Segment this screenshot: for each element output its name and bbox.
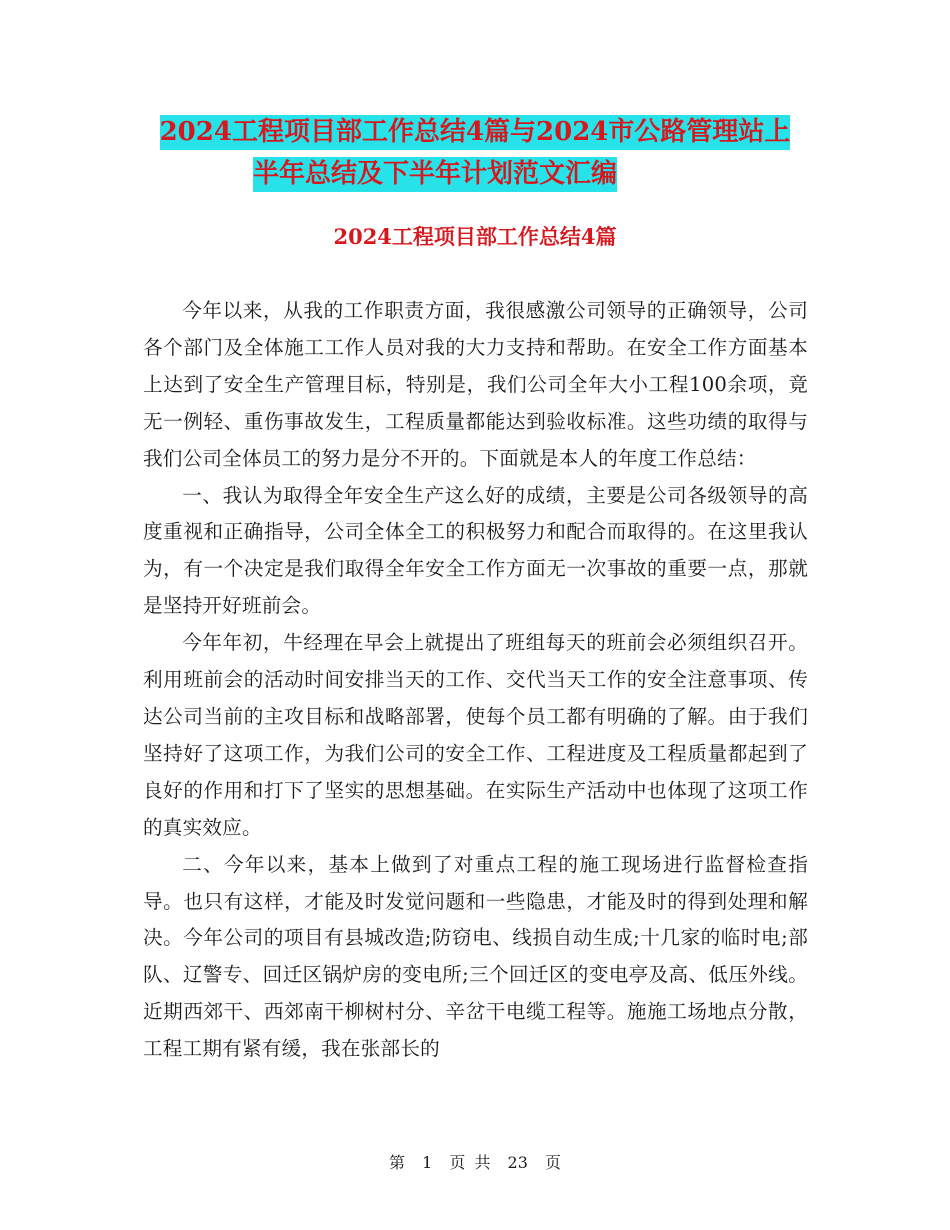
document-title-line-2	[0, 156, 910, 192]
section-title: 2024工程项目部工作总结4篇	[333, 224, 617, 249]
footer-total-pages: 23	[507, 1153, 528, 1172]
paragraph-2: 一、我认为取得全年安全生产这么好的成绩，主要是公司各级领导的高度重视和正确指导，公司全体全工的积极努力和配合而取得的。在这里我认为，有一个决定是我们取得全年安全工作方面无一次事故的重要一点，那就是坚持开好班前会。	[143, 483, 808, 618]
title-highlight-1: 2024工程项目部工作总结4篇与2024市公路管理站上	[160, 115, 791, 150]
footer-page-number: 1	[422, 1153, 433, 1172]
paragraph-4: 二、今年以来，基本上做到了对重点工程的施工现场进行监督检查指导。也只有这样，才能及时发觉问题和一些隐患，才能及时的得到处理和解决。今年公司的项目有县城改造;防窃电、线损自动生成;十几家的临时电;部队、辽警专、回迁区锅炉房的变电所;三个回迁区的变电亭及高、低压外线。近期西郊干、西郊南干柳树村分、辛岔干电缆工程等。施施工场地点分散，工程工期有紧有缓，我在张部长的	[143, 852, 808, 1061]
body-text	[143, 293, 808, 1068]
paragraph-3: 今年年初，牛经理在早会上就提出了班组每天的班前会必须组织召开。利用班前会的活动时间安排当天的工作、交代当天工作的安全注意事项、传达公司当前的主攻目标和战略部署，使每个员工都有明确的了解。由于我们坚持好了这项工作，为我们公司的安全工作、工程进度及工程质量都起到了良好的作用和打下了坚实的思想基础。在实际生产活动中也体现了这项工作的真实效应。	[143, 631, 808, 839]
document-title-line-1	[0, 114, 950, 150]
page-footer	[0, 1152, 950, 1174]
title-highlight-2: 半年总结及下半年计划范文汇编	[253, 157, 617, 192]
footer-prefix: 第	[388, 1153, 405, 1172]
footer-mid: 页 共	[449, 1153, 491, 1172]
footer-suffix: 页	[545, 1153, 562, 1172]
paragraph-1: 今年以来，从我的工作职责方面，我很感激公司领导的正确领导，公司各个部门及全体施工工作人员对我的大力支持和帮助。在安全工作方面基本上达到了安全生产管理目标，特别是，我们公司全年大小工程100余项，竟无一例轻、重伤事故发生，工程质量都能达到验收标准。这些功绩的取得与我们公司全体员工的努力是分不开的。下面就是本人的年度工作总结：	[143, 299, 808, 470]
